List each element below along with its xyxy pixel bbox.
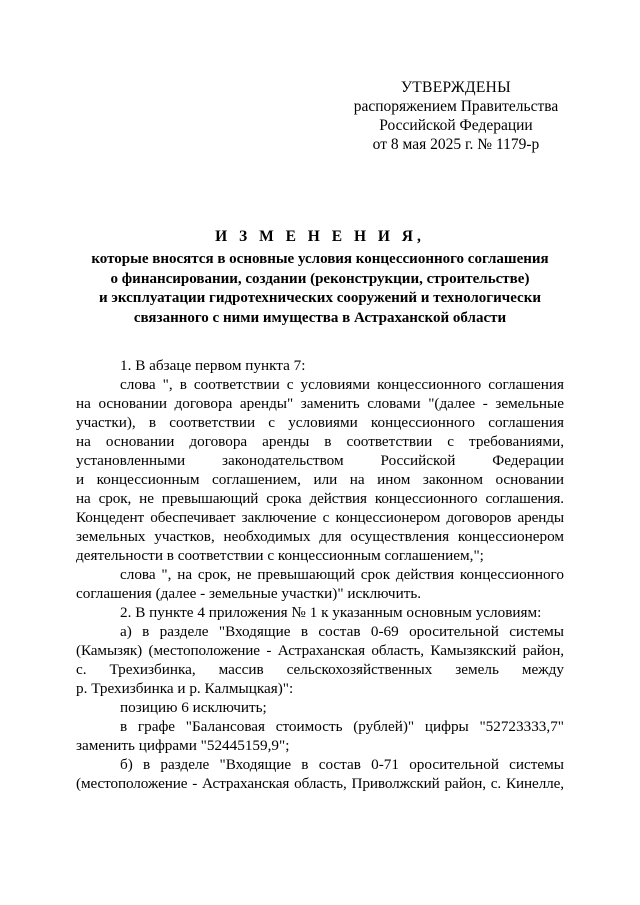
text-line: (Камызяк) (местоположение - Астраханская область, Камызякский район,	[76, 642, 564, 659]
paragraph-7	[76, 717, 564, 755]
text-line: установленными законодательством Российской Федерации	[76, 452, 564, 469]
subtitle-line: которые вносятся в основные условия концессионного соглашения	[91, 251, 549, 267]
approval-line-2: Российской Федерации	[379, 117, 533, 134]
paragraph-2	[76, 375, 564, 565]
paragraph-8	[76, 755, 564, 793]
approval-title: УТВЕРЖДЕНЫ	[401, 79, 511, 96]
document-title: И З М Е Н Е Н И Я,	[215, 228, 425, 245]
approval-line-1: распоряжением Правительства	[353, 98, 559, 115]
approval-stamp	[340, 78, 572, 154]
text-line: и концессионным соглашением, или на ином законном основании	[76, 471, 564, 488]
paragraph-5	[76, 622, 564, 698]
subtitle-line: о финансировании, создании (реконструкции, строительстве)	[110, 270, 530, 287]
subtitle-line: и эксплуатации гидротехнических сооружений и технологически	[99, 290, 541, 306]
document-subtitle	[60, 250, 580, 328]
document-body	[76, 356, 564, 793]
text-line: позицию 6 исключить;	[120, 699, 267, 716]
text-line: деятельности в соответствии с концессионным соглашением,";	[76, 547, 484, 564]
text-line: (местоположение - Астраханская область, Приволжский район, с. Кинелле,	[76, 775, 564, 792]
text-line: на основании договора аренды в соответствии с требованиями,	[76, 433, 564, 450]
subtitle-line: связанного с ними имущества в Астраханской области	[133, 309, 507, 326]
text-line: на основании договора аренды" заменить словами "(далее - земельные	[76, 395, 564, 412]
text-line: б) в разделе "Входящие в состав 0-71 оросительной системы	[120, 756, 564, 773]
text-line: на срок, не превышающий срока действия концессионного соглашения.	[76, 490, 564, 507]
text-line: Концедент обеспечивает заключение с концессионером договоров аренды	[76, 509, 564, 526]
text-line: р. Трехизбинка и р. Калмыцкая)":	[76, 680, 294, 697]
text-line: слова ", на срок, не превышающий срок действия концессионного	[120, 566, 564, 583]
text-line: с. Трехизбинка, массив сельскохозяйственных земель между	[76, 661, 564, 678]
text-line: заменить цифрами "52445159,9";	[76, 737, 290, 754]
text-line: земельных участков, необходимых для осуществления концессионером	[76, 528, 564, 545]
text-line: а) в разделе "Входящие в состав 0-69 оросительной системы	[120, 623, 564, 640]
text-line: участки), в соответствии с условиями концессионного соглашения	[76, 414, 564, 431]
text-line: соглашения (далее - земельные участки)" исключить.	[76, 585, 422, 602]
paragraph-1	[76, 356, 564, 375]
text-line: 1. В абзаце первом пункта 7:	[120, 357, 306, 374]
paragraph-3	[76, 565, 564, 603]
paragraph-6	[76, 698, 564, 717]
text-line: 2. В пункте 4 приложения № 1 к указанным основным условиям:	[120, 604, 542, 621]
approval-line-3: от 8 мая 2025 г. № 1179-р	[372, 136, 540, 153]
text-line: в графе "Балансовая стоимость (рублей)" цифры "52723333,7"	[120, 718, 564, 735]
text-line: слова ", в соответствии с условиями концессионного соглашения	[120, 376, 564, 393]
paragraph-4	[76, 603, 564, 622]
